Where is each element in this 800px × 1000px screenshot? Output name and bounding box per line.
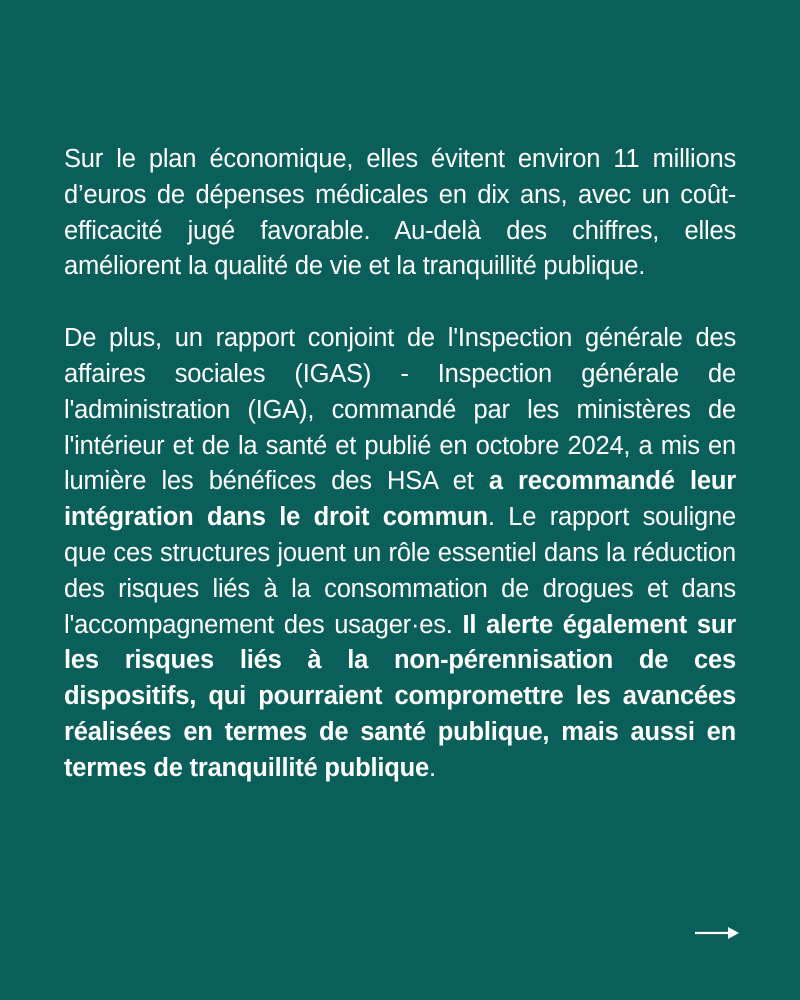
paragraph-economic [64,142,736,285]
paragraph-report [64,321,736,786]
arrow-right-icon [694,924,740,942]
paragraph-text: Sur le plan économique, elles évitent environ 11 millions d’euros de dépenses médicales en dix ans, avec un coût-efficacité jugé favorable. Au-delà des chiffres, elles améliorent la qualité de vie et la tranquillité publique. [64,145,736,281]
text-content [64,142,736,787]
next-button[interactable] [694,924,740,942]
emphasis-alert: Il alerte également sur les risques liés à la non-pérennisation de ces dispositifs, qui pourraient compromettre les avancées réalisées en termes de santé publique, mais aussi en termes de tranquillité publique [64,610,736,782]
paragraph-text: De plus, un rapport conjoint de l'Inspection générale des affaires sociales (IGAS) - Inspection générale de l'administration (IGA), commandé par les ministères de l'intérieur et de la santé et publié en octobre 2024, a mis en lumière les bénéfices des HSA et [64,324,736,496]
paragraph-text: . Le rapport souligne que ces structures jouent un rôle essentiel dans la réduction des risques liés à la consommation de drogues et dans l'accompagnement des usager·es. [64,503,736,639]
paragraph-text: . [429,753,436,782]
emphasis-recommendation: a recommandé leur intégration dans le droit commun [64,467,736,532]
